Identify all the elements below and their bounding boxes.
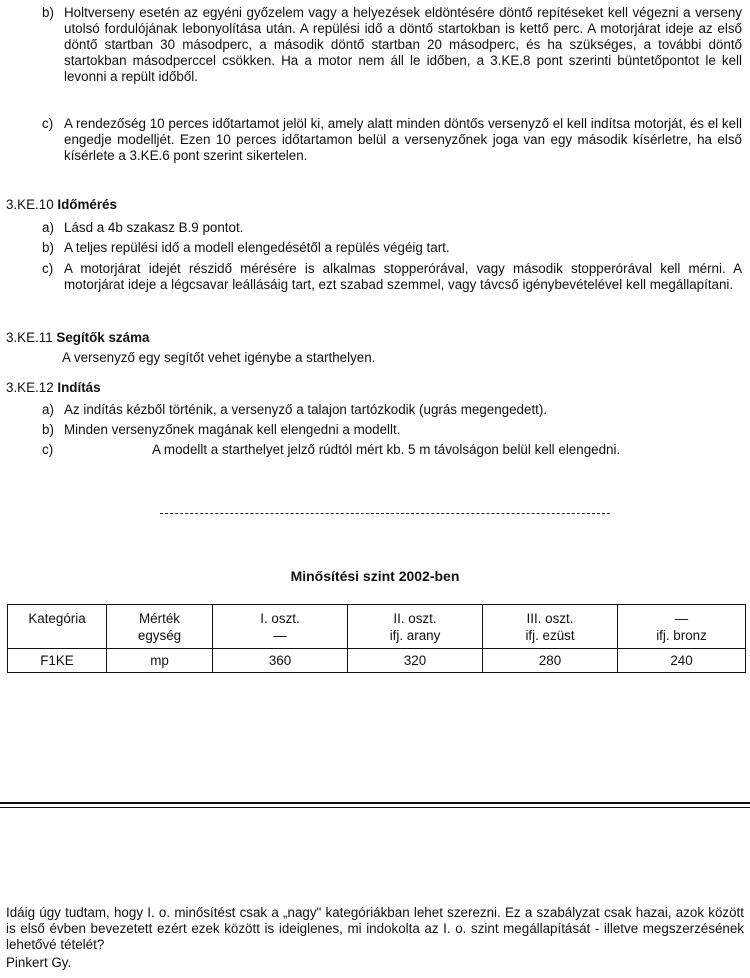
table-title: Minősítési szint 2002-ben <box>290 568 460 584</box>
table-row <box>8 649 746 673</box>
section-title: Segítők száma <box>56 330 150 345</box>
item-label: b) <box>42 422 54 437</box>
helpers-text <box>62 350 742 366</box>
section-title: Időmérés <box>57 197 117 212</box>
section-title: Indítás <box>57 380 101 395</box>
item-text: A modellt a starthelyet jelző rúdtól mért kb. 5 m távolságon belül kell elengedni. <box>152 442 621 457</box>
item-label: b) <box>42 240 54 255</box>
cell-category: F1KE <box>8 649 107 673</box>
header-cell-bronze: — ifj. bronz <box>618 605 746 649</box>
item-label: b) <box>42 5 54 20</box>
prev-item-b <box>42 5 742 85</box>
item-text: Az indítás kézből történik, a versenyző a talajon tartózkodik (ugrás megengedett). <box>64 402 548 417</box>
timing-item-a <box>42 220 744 236</box>
cell-unit: mp <box>107 649 213 673</box>
item-label: c) <box>42 261 54 276</box>
cell-bronze: 240 <box>618 649 746 673</box>
section-heading-timing <box>6 197 117 213</box>
item-label: a) <box>42 402 54 417</box>
section-number: 3.KE.12 <box>6 380 54 395</box>
cell-class-1: 360 <box>213 649 348 673</box>
header-cell-class-1: I. oszt. — <box>213 605 348 649</box>
item-text: A motorjárat idejét részidő mérésére is alkalmas stopperórával, vagy második stopperórával kell mérni. A motorjárat ideje a légcsavar leállásáig tart, ezt szabad szemmel, vagy távcső igénybevételével kell megállapítani. <box>64 261 742 292</box>
item-label: c) <box>42 116 54 131</box>
header-cell-class-2: II. oszt. ifj. arany <box>348 605 483 649</box>
item-text: Lásd a 4b szakasz B.9 pontot. <box>64 220 244 235</box>
item-label: c) <box>42 442 54 457</box>
item-text: Minden versenyzőnek magának kell elengedni a modellt. <box>64 422 401 437</box>
item-text: Holtverseny esetén az egyéni győzelem vagy a helyezések eldöntésére döntő repítéseket kell végezni a verseny utolsó fordulójának lebonyolítása után. A repülési idő a döntő startokban is kettő perc. A motorjárat ideje az első döntő startban 30 másodperc, a második döntő startban 20 másodperc, és ha szükséges, a további döntő startokban másodperccel csökken. Ha a motor nem áll le időben, a 3.KE.8 pont szerinti büntetőpontot le kell levonni a repült időből. <box>64 5 742 84</box>
item-label: a) <box>42 220 54 235</box>
cell-class-3: 280 <box>483 649 618 673</box>
item-text: A versenyző egy segítőt vehet igénybe a starthelyen. <box>62 350 376 365</box>
table-header-row <box>8 605 746 649</box>
dashed-divider <box>160 513 610 514</box>
section-number: 3.KE.10 <box>6 197 54 212</box>
page-divider-thin <box>0 807 750 808</box>
footer-note: Idáig úgy tudtam, hogy I. o. minősítést csak a „nagy" kategóriákban lehet szerezni. Ez a szabályzat csak hazai, azok között is első évben bevezetett ezért ezek között is ideiglenes, mi indokolta az I. o. szint megállapítását - illetve megszerzésének lehetővé tételét? <box>6 905 744 952</box>
timing-item-c <box>42 261 742 293</box>
item-text: A teljes repülési idő a modell elengedésétől a repülés végéig tart. <box>64 240 450 255</box>
prev-item-c <box>42 116 742 164</box>
timing-item-b <box>42 240 744 256</box>
launch-item-b <box>42 422 744 438</box>
section-heading-helpers <box>6 330 149 346</box>
header-cell-class-3: III. oszt. ifj. ezüst <box>483 605 618 649</box>
qualification-table <box>7 604 746 673</box>
page-divider <box>0 802 750 804</box>
section-heading-launch <box>6 380 101 396</box>
signature: Pinkert Gy. <box>6 955 72 970</box>
header-cell-unit: Mérték egység <box>107 605 213 649</box>
launch-item-a <box>42 402 744 418</box>
cell-class-2: 320 <box>348 649 483 673</box>
section-number: 3.KE.11 <box>6 330 53 345</box>
item-text: A rendezőség 10 perces időtartamot jelöl ki, amely alatt minden döntős versenyző el kell indítsa motorját, és el kell engedje modelljét. Ezen 10 perces időtartamon belül a versenyzőnek joga van egy második kísérletre, ha első kísérlete a 3.KE.6 pont szerint sikertelen. <box>64 116 742 163</box>
header-cell-category: Kategória <box>8 605 107 649</box>
